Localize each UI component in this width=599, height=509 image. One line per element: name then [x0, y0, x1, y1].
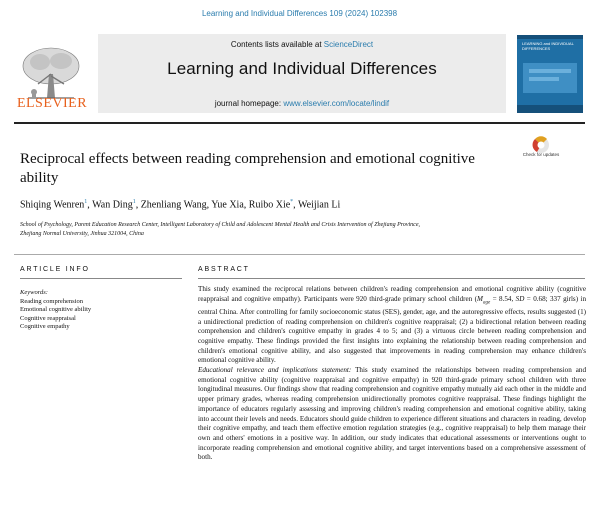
author-note-marker[interactable]: 1 [132, 199, 136, 205]
author-name[interactable]: Weijian Li [298, 199, 341, 211]
abstract-text [198, 285, 586, 463]
author-name[interactable]: Zhenliang Wang [140, 199, 207, 211]
abstract-text-run: This study examined the reciprocal relations between children's reading comprehension and emotional cognitive ability (cognitive reappraisal and cognitive empathy). Participants were 920 third-grade primary school children ( [198, 285, 586, 303]
keyword-item: Emotional cognitive ability [20, 306, 92, 314]
check-for-updates-label[interactable]: Check for updates [522, 152, 560, 157]
author-note-marker[interactable]: 1 [84, 199, 88, 205]
keyword-item: Cognitive reappraisal [20, 314, 76, 322]
implications-label: Educational relevance and implications statement: [198, 366, 352, 375]
header-divider [14, 122, 585, 124]
contents-available-line [98, 40, 506, 49]
author-affiliation [20, 221, 580, 239]
section-divider [14, 254, 585, 255]
author-name[interactable]: Wan Ding [92, 199, 133, 211]
publisher-name[interactable]: ELSEVIER [16, 96, 88, 111]
author-note-marker[interactable]: * [290, 199, 294, 205]
article-info-heading: ARTICLE INFO [20, 266, 90, 273]
keywords-label: Keywords: [20, 289, 48, 296]
journal-homepage-line [98, 99, 506, 108]
sd-symbol: SD [515, 294, 525, 303]
sciencedirect-link[interactable]: ScienceDirect [323, 40, 374, 49]
implications-paragraph [198, 366, 586, 463]
homepage-prefix: journal homepage: [214, 99, 284, 108]
author-name[interactable]: Yue Xia [211, 199, 244, 211]
author-list: Shiqing Wenren$^1$, Wan Ding$^1$, Zhenliang Wang, Yue Xia, Ruibo Xie*, Weijian Li [20, 199, 341, 211]
article-info-divider [20, 278, 182, 279]
abstract-text-run: = 0.68; 337 girls) in central China. After controlling for family socioeconomic status (SES), gender, age, and the autoregressive effects, results suggested (1) a unidirectional prediction of reading comprehension on children's cognitive reappraisal; (2) a bidirectional relation between reading comprehension and children's cognitive empathy in grades 4 to 5; and (3) a virtuous circle between reading comprehension and cognitive empathy. These findings provided the first insights into explaining the relationship between reading comprehension and children's emotional cognitive ability, and also suggested that improvements in reading comprehension may enhance children's emotional cognitive ability. [198, 294, 586, 365]
keyword-item: Reading comprehension [20, 297, 83, 305]
abstract-text-run: = 8.54, [490, 294, 516, 303]
abstract-divider [198, 278, 585, 279]
affiliation-line: Zhejiang Normal University, Jinhua 321004, China [20, 231, 144, 237]
article-title: Reciprocal effects between reading comprehension and emotional cognitive ability [20, 151, 475, 186]
age-subscript: age [482, 300, 491, 306]
keywords-block [20, 289, 180, 332]
cover-title: LEARNING and INDIVIDUAL DIFFERENCES [522, 41, 574, 51]
journal-reference[interactable]: Learning and Individual Differences 109 (2024) 102398 [201, 9, 398, 18]
keyword-item: Cognitive empathy [20, 323, 70, 331]
journal-title: Learning and Individual Differences [167, 59, 437, 78]
mean-symbol: M [477, 294, 483, 303]
contents-prefix: Contents lists available at [230, 40, 324, 49]
implications-text: This study examined the relationships between reading comprehension and emotional cognitive ability (cognitive reappraisal and cognitive empathy) in 920 third-grade primary school children with three longitudinal measures. Our findings show that reading comprehension and cognitive empathy mutually aid each other in the middle and upper primary grades, whereas reading comprehension unidirectionally promotes cognitive reappraisal. These findings highlight the importance of educators regularly assessing and improving children's reading comprehension and emotional cognitive ability, taking into account their levels and needs. Educators should guide children to experience different situations and characters in reading, develop their cognitive empathy, and teach them effective emotion regulation strategies (e.g., cognitive reappraisal) to help them manage their own and others' emotions in a positive way. In addition, our study indicates that educational assessments or interventions ought to incorporate reading comprehension and emotional cognitive ability, and target interventions based on a comprehensive assessment of both. [198, 366, 586, 462]
journal-homepage-link[interactable]: www.elsevier.com/locate/lindif [283, 99, 390, 108]
abstract-paragraph [198, 285, 586, 366]
abstract-heading: ABSTRACT [198, 266, 250, 273]
check-for-updates-icon[interactable] [525, 135, 557, 167]
affiliation-line: School of Psychology, Parent Education Research Center, Intelligent Laboratory of Child and Adolescent Mental Health and Crisis Intervention of Zhejiang Province, [20, 222, 420, 228]
author-name[interactable]: Ruibo Xie [248, 199, 291, 211]
author-name[interactable]: Shiqing Wenren [20, 199, 85, 211]
